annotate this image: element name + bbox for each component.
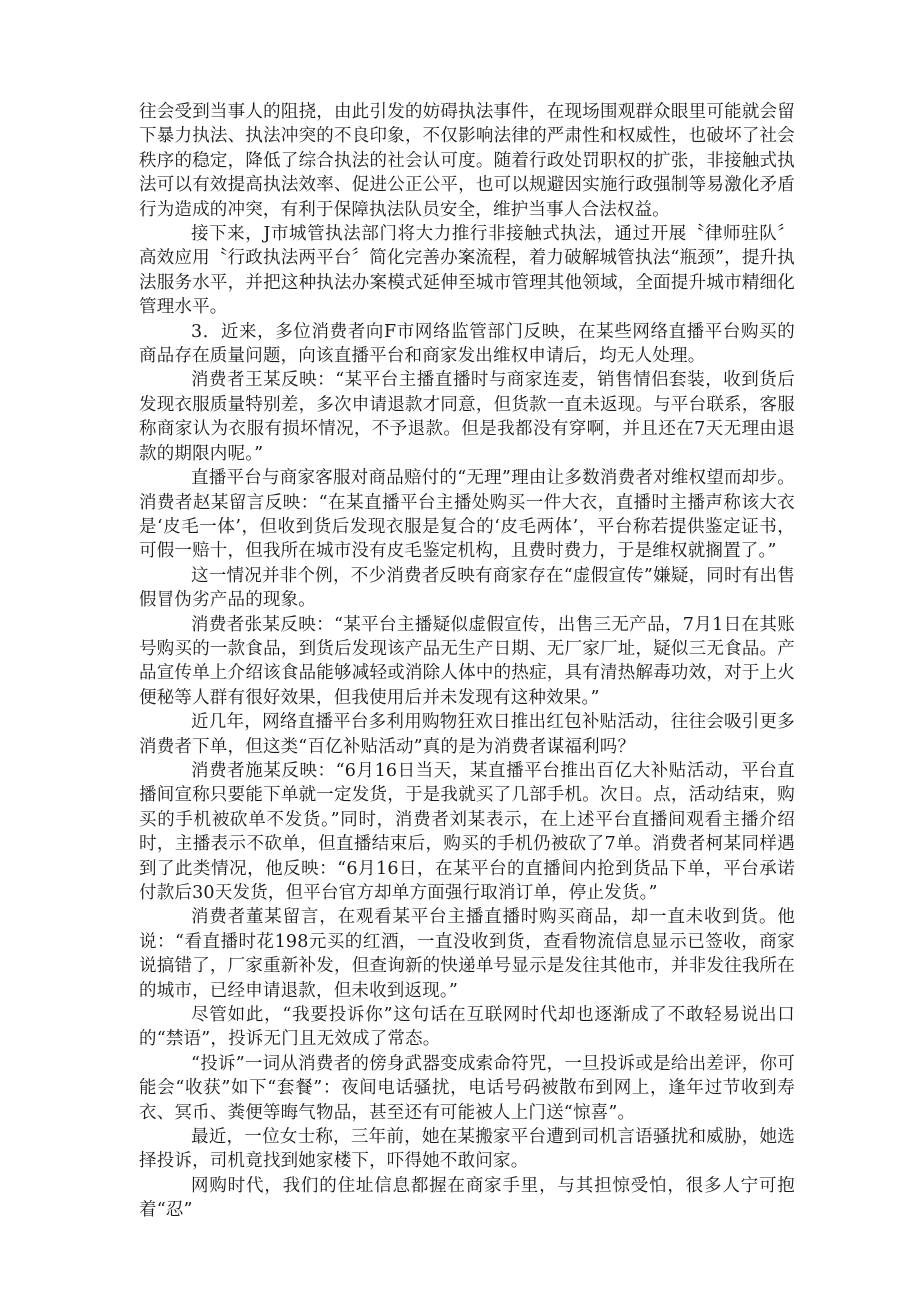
paragraph-12: “投诉”一词从消费者的傍身武器变成索命符咒，一旦投诉或是给出差评，你可能会“收获”如下“套餐”：夜间电话骚扰，电话号码被散布到网上，逢年过节收到寿衣、冥币、粪便等晦气物品，甚至还有可能被人上门送“惊喜”。 — [139, 1053, 795, 1123]
paragraph-9: 消费者施某反映：“6月16日当天，某直播平台推出百亿大补贴活动，平台直播间宣称只要能下单就一定发货，于是我就买了几部手机。次日。点，活动结束，购买的手机被砍单不发货。”同时，消费者刘某表示，在上述平台直播间观看主播介绍时，主播表示不砍单，但直播结束后，购买的手机仍被砍了7单。消费者柯某同样遇到了此类情况，他反映：“6月16日，在某平台的直播间内抢到货品下单，平台承诺付款后30天发货，但平台官方却单方面强行取消订单，停止发货。” — [139, 760, 795, 903]
paragraph-13: 最近，一位女士称，三年前，她在某搬家平台遭到司机言语骚扰和威胁，她选择投诉，司机竟找到她家楼下，吓得她不敢问家。 — [139, 1127, 795, 1172]
paragraph-5: 直播平台与商家客服对商品赔付的“无理”理由让多数消费者对维权望而却步。消费者赵某留言反映：“在某直播平台主播处购买一件大衣，直播时主播声称该大衣是‘皮毛一体’，但收到货后发现衣服是复合的‘皮毛两体’，平台称若提供鉴定证书，可假一赔十，但我所在城市没有皮毛鉴定机构，且费时费力，于是维权就搁置了。” — [139, 468, 795, 562]
document-page — [139, 100, 795, 1223]
paragraph-8: 近几年，网络直播平台多利用购物狂欢日推出红包补贴活动，往往会吸引更多消费者下单，但这类“百亿补贴活动”真的是为消费者谋福利吗？ — [139, 712, 795, 757]
paragraph-7: 消费者张某反映：“某平台主播疑似虚假宣传，出售三无产品，7月1日在其账号购买的一款食品，到货后发现该产品无生产日期、无厂家厂址，疑似三无食品。产品宣传单上介绍该食品能够减轻或消除人体中的热症，具有清热解毒功效，对于上火便秘等人群有很好效果，但我使用后并未发现有这种效果。” — [139, 614, 795, 708]
paragraph-6: 这一情况并非个例，不少消费者反映有商家存在“虚假宣传”嫌疑，同时有出售假冒伪劣产品的现象。 — [139, 565, 795, 611]
paragraph-11: 尽管如此，“我要投诉你”这句话在互联网时代却也逐渐成了不敢轻易说出口的“禁语”，投诉无门且无效成了常态。 — [139, 1005, 795, 1050]
paragraph-4: 消费者王某反映：“某平台主播直播时与商家连麦，销售情侣套装，收到货后发现衣服质量特别差，多次申请退款才同意，但货款一直未返现。与平台联系，客服称商家认为衣服有损坏情况，不予退款。但是我都没有穿啊，并且还在7天无理由退款的期限内呢。” — [139, 370, 795, 464]
paragraph-1: 往会受到当事人的阻挠，由此引发的妨碍执法事件，在现场围观群众眼里可能就会留下暴力执法、执法冲突的不良印象，不仅影响法律的严肃性和权威性，也破坏了社会秩序的稳定，降低了综合执法的社会认可度。随着行政处罚职权的扩张，非接触式执法可以有效提高执法效率、促进公正公平，也可以规避因实施行政强制等易激化矛盾行为造成的冲突，有利于保障执法队员安全，维护当事人合法权益。 — [139, 102, 795, 220]
paragraph-10: 消费者董某留言，在观看某平台主播直播时购买商品，却一直未收到货。他说：“看直播时花198元买的红酒，一直没收到货，查看物流信息显示已签收，商家说搞错了，厂家重新补发，但查询新的快递单号显示是发往其他市，并非发往我所在的城市，已经申请退款，但未收到返现。” — [139, 907, 795, 1001]
paragraph-2: 接下来，J市城管执法部门将大力推行非接触式执法，通过开展〝律师驻队〞高效应用〝行政执法两平台〞简化完善办案流程，着力破解城管执法“瓶颈”，提升执法服务水平，并把这种执法办案模式延伸至城市管理其他领域，全面提升城市精细化管理水平。 — [139, 224, 795, 318]
paragraph-14: 网购时代，我们的住址信息都握在商家手里，与其担惊受怕，很多人宁可抱着“忍” — [139, 1175, 795, 1221]
paragraph-3: 3．近来，多位消费者向F市网络监管部门反映，在某些网络直播平台购买的商品存在质量问题，向该直播平台和商家发出维权申请后，均无人处理。 — [139, 321, 795, 367]
